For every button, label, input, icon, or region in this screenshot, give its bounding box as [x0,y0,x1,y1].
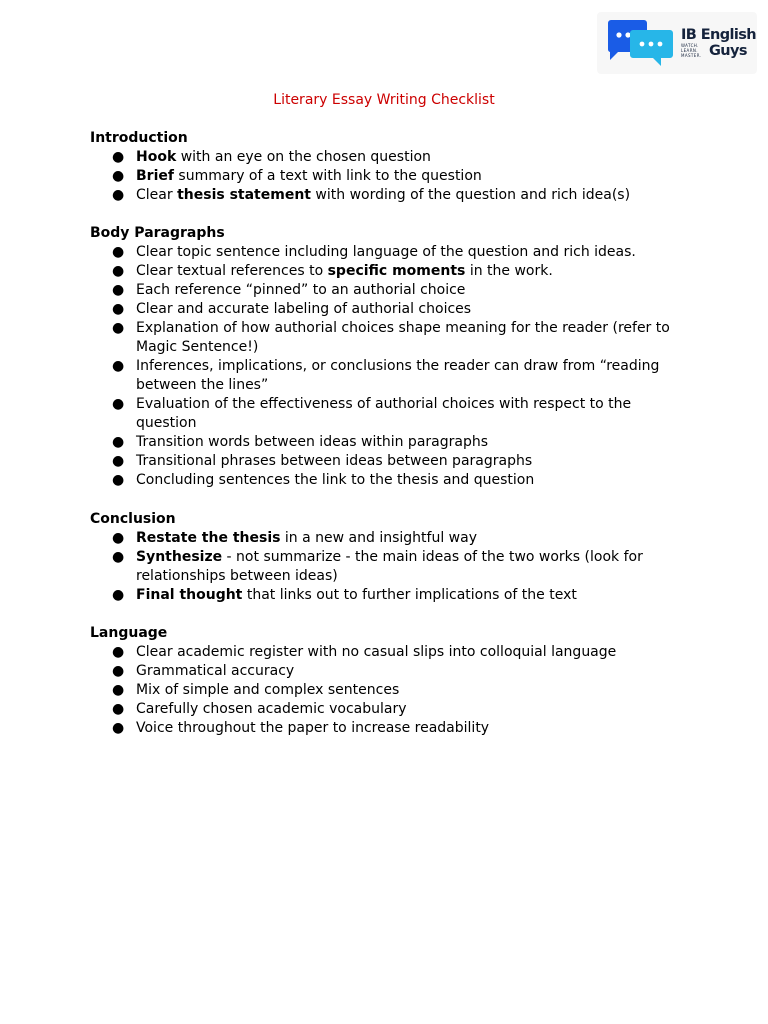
bullet-icon: ● [112,168,125,184]
logo-tagline: WATCH. LEARN. MASTER. [681,43,702,59]
bullet-icon: ● [112,244,125,260]
section-language [90,624,670,738]
bullet-icon: ● [112,453,125,469]
checklist-item: ● Clear and accurate labeling of authorial choices [112,301,472,317]
checklist-item: ● Voice throughout the paper to increase readability [112,720,490,736]
section-conclusion [90,510,670,605]
checklist-item: ● Final thought that links out to further implications of the text [112,587,577,603]
ib-english-guys-logo [597,12,757,74]
section-heading: Body Paragraphs [90,225,225,241]
bullet-icon: ● [112,587,125,603]
document-title: Literary Essay Writing Checklist [273,92,495,108]
bullet-icon: ● [112,187,125,203]
section-heading: Conclusion [90,511,176,527]
checklist-item: ● Clear academic register with no casual slips into colloquial language [112,644,617,660]
checklist-item: ● Carefully chosen academic vocabulary [112,701,407,717]
bullet-icon: ● [112,149,125,165]
checklist-item: ● Clear topic sentence including language of the question and rich ideas. [112,244,636,260]
checklist-item: ● Transition words between ideas within paragraphs [112,434,489,450]
checklist-item: ● Grammatical accuracy [112,663,295,679]
bullet-icon: ● [112,282,125,298]
bullet-icon: ● [112,434,125,450]
section-heading: Introduction [90,130,188,146]
logo-guys-text: Guys [709,42,747,59]
checklist-item: ● Explanation of how authorial choices shape meaning for the reader (refer to Magic Sentence!) [112,320,670,355]
checklist-item: ● Evaluation of the effectiveness of authorial choices with respect to the question [112,396,632,431]
checklist-item: ● Concluding sentences the link to the thesis and question [112,472,535,488]
bullet-icon: ● [112,358,125,374]
checklist-item: ● Inferences, implications, or conclusions the reader can draw from “reading between the lines” [112,358,660,393]
checklist-item: ● Synthesize - not summarize - the main ideas of the two works (look for relationships between ideas) [112,549,643,584]
bullet-icon: ● [112,549,125,565]
bullet-icon: ● [112,263,125,279]
bullet-icon: ● [112,472,125,488]
checklist-item: ● Brief summary of a text with link to the question [112,168,482,184]
checklist-item: ● Each reference “pinned” to an authorial choice [112,282,466,298]
bullet-icon: ● [112,530,125,546]
bullet-icon: ● [112,701,125,717]
bullet-icon: ● [112,663,125,679]
bullet-icon: ● [112,320,125,336]
section-body-paragraphs [90,224,670,490]
bullet-icon: ● [112,644,125,660]
checklist-item: ● Restate the thesis in a new and insightful way [112,530,477,546]
section-introduction [90,129,670,205]
bullet-icon: ● [112,396,125,412]
bullet-icon: ● [112,301,125,317]
checklist-item: ● Hook with an eye on the chosen question [112,149,431,165]
chat-bubbles-icon [605,18,675,68]
checklist-item: ● Clear textual references to specific moments in the work. [112,263,553,279]
bullet-icon: ● [112,720,125,736]
bullet-icon: ● [112,682,125,698]
checklist-item: ● Mix of simple and complex sentences [112,682,400,698]
checklist-item: ● Clear thesis statement with wording of the question and rich idea(s) [112,187,631,203]
section-heading: Language [90,625,168,641]
checklist-item: ● Transitional phrases between ideas between paragraphs [112,453,533,469]
logo-brand-text: IB English [681,26,756,43]
